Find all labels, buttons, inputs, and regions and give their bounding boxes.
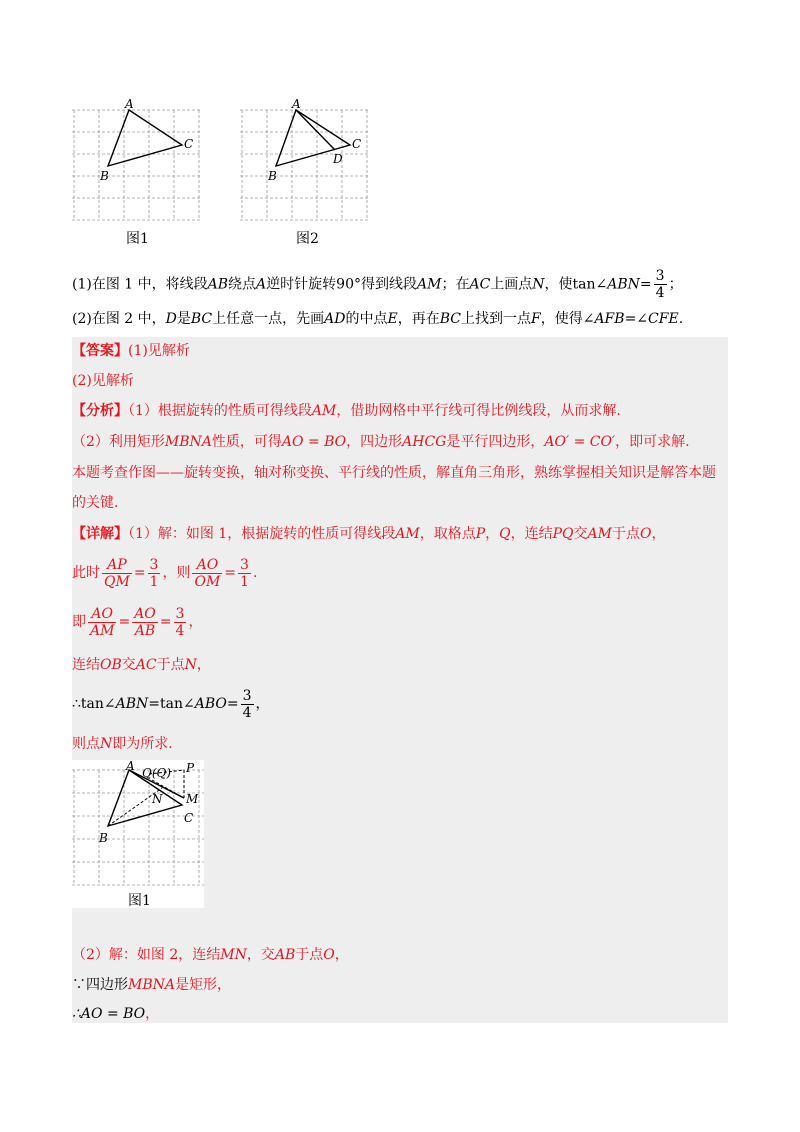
fig1-label-c: C [184,137,194,151]
fraction-3-1: $\frac{3}{1}$ [149,556,159,590]
part2-line-1: （2）解：如图 2，连结MN，交AB于点O， [72,947,349,963]
fig1-label-a: A [125,97,134,111]
question-1: (1)在图 1 中，将线段AB绕点A逆时针旋转90°得到线段AM；在AC上画点N，使tan∠ABN= $\frac{3}{4}$ ； [72,268,683,301]
fraction-ap-qm: $\frac{AP}{QM}$ [104,556,130,590]
fraction-3-4-b: $\frac{3}{4}$ [242,687,252,721]
fraction-ao-om: $\frac{AO}{OM}$ [194,556,221,590]
summary-line-1: 本题考查作图——旋转变换，轴对称变换、平行线的性质，解直角三角形，熟练掌握相关知识是解答本题 [72,465,716,481]
question-2: (2)在图 2 中，D是BC上任意一点，先画AD的中点E，再在BC上找到一点F，使得∠AFB=∠CFE. [72,311,684,327]
sol-label-c: C [184,811,194,825]
fraction-3-4: $\frac{3}{4}$ [175,605,185,639]
detail-line-6: 则点N即为所求. [72,736,173,752]
fig1-label-b: B [100,169,109,183]
figure-2-caption: 图2 [296,231,319,247]
figure-1 [72,97,202,223]
detail-line-4: 连结OB交AC于点N， [72,657,211,673]
fraction-ao-am: $\frac{AO}{AM}$ [90,605,115,639]
fig2-label-b: B [268,169,277,183]
q1-fraction: $\frac{3}{4}$ [655,268,665,301]
sol-label-a: A [126,759,135,773]
figure-1-caption: 图1 [126,231,149,247]
figure-2 [240,97,370,223]
fraction-ao-ab: $\frac{AO}{AB}$ [134,605,156,639]
analysis-line-1: 【分析】（1）根据旋转的性质可得线段AM，借助网格中平行线可得比例线段，从而求解. [72,403,621,419]
sol-label-m: M [186,792,199,806]
detail-line-2: 此时 $\frac{AP}{QM}$ = $\frac{3}{1}$ ，则 $\frac{AO}{OM}$ = $\frac{3}{1}$ . [72,556,258,590]
fig2-label-d: D [333,152,343,166]
sol-label-p: P [186,761,195,775]
analysis-line-2: （2）利用矩形MBNA性质，可得AO = BO，四边形AHCG是平行四边形，AO′ = CO′，即可求解. [72,434,690,450]
fig2-label-c: C [352,137,362,151]
answer-line-2: (2)见解析 [72,373,134,389]
sol-label-b: B [99,831,108,845]
sol-label-n: N [152,792,163,806]
part2-line-3: ∴AO = BO， [72,1006,160,1022]
fraction-3-1-b: $\frac{3}{1}$ [240,556,249,590]
sol-label-q: Q(Q) [142,766,172,780]
answer-line: 【答案】(1)见解析 [72,343,190,359]
part2-line-2: ∵四边形MBNA是矩形， [72,977,231,993]
detail-line-5: ∴tan∠ABN=tan∠ABO= $\frac{3}{4}$ ， [72,687,270,721]
detail-line-1: 【详解】（1）解：如图 1，根据旋转的性质可得线段AM，取格点P，Q，连结PQ交AM于点O， [72,526,666,542]
fig2-label-a: A [292,97,301,111]
solution-figure-caption: 图1 [128,893,151,909]
summary-line-2: 的关键. [72,495,119,511]
detail-line-3: 即 $\frac{AO}{AM}$ = $\frac{AO}{AB}$ = $\frac{3}{4}$ ， [72,605,203,639]
solution-figure-1 [72,760,204,890]
